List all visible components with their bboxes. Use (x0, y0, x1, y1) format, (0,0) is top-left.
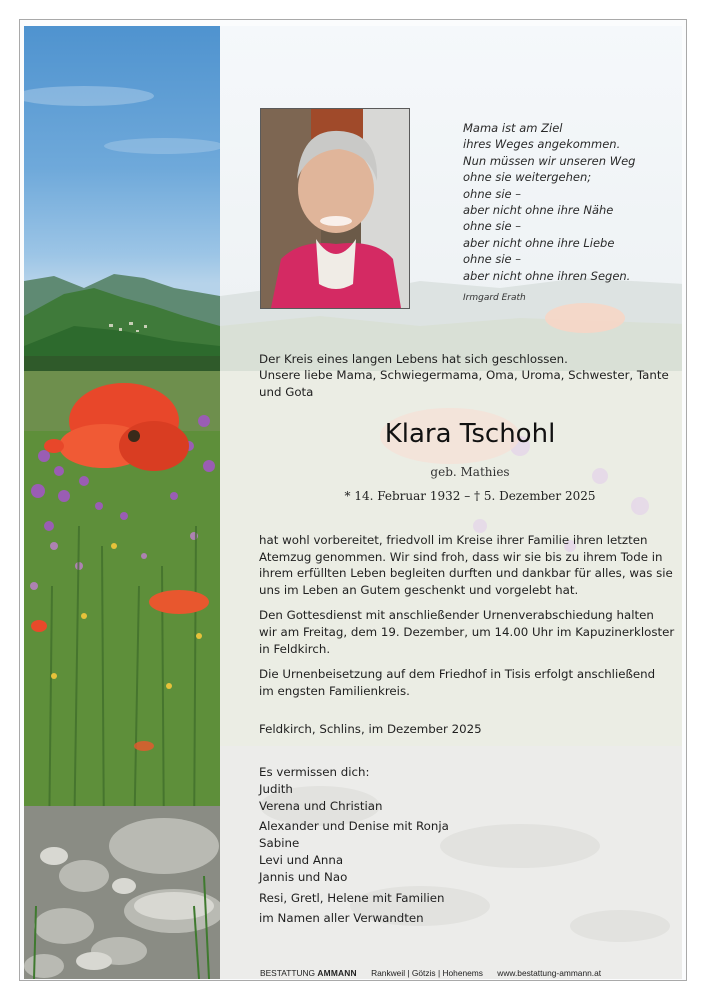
paragraph-line: im engsten Familienkreis. (259, 683, 410, 698)
brand-prefix: BESTATTUNG (260, 968, 316, 978)
poem-line: Nun müssen wir unseren Weg (463, 153, 636, 168)
paragraph-line: hat wohl vorbereitet, friedvoll im Kreise ihrer Familie ihren letzten (259, 533, 648, 547)
paragraph (259, 666, 670, 699)
paragraph-line: Die Urnenbeisetzung auf dem Friedhof in Tisis erfolgt anschließend (259, 667, 656, 682)
paragraph-line: ihrem erfüllten Leben begleiten durften und dankbar für alles, was sie (259, 566, 673, 581)
mourner-name: Judith (259, 781, 293, 796)
funeral-home-locations: Rankweil | Götzis | Hohenems (371, 968, 483, 978)
mourner-name: Alexander und Denise mit Ronja (259, 819, 449, 834)
poem-line: ohne sie – (463, 186, 522, 201)
poem-line: ohne sie – (463, 252, 522, 267)
portrait-photo (260, 108, 410, 309)
paragraph (259, 607, 675, 657)
paragraph-line: uns im Leben an Gutem geschenkt und vorgelebt hat. (259, 582, 579, 597)
mourner-name: Resi, Gretl, Helene mit Familien (259, 890, 445, 905)
intro-line: Der Kreis eines langen Lebens hat sich geschlossen. (259, 352, 568, 366)
mourner-name: Levi und Anna (259, 852, 344, 867)
birth-name: geb. Mathies (430, 465, 510, 479)
brand-name: AMMANN (317, 968, 357, 978)
paragraph-line: Den Gottesdienst mit anschließender Urnenverabschiedung halten (259, 608, 654, 623)
poem-line: ohne sie weitergehen; (463, 170, 592, 185)
funeral-home-brand (260, 968, 357, 978)
mourners-list (259, 764, 659, 927)
poem-line: ohne sie – (463, 219, 522, 234)
funeral-home-footer (260, 968, 680, 978)
poem-line: aber nicht ohne ihre Liebe (463, 235, 615, 250)
obituary-card (19, 19, 687, 981)
intro-text (259, 351, 679, 400)
paragraph (259, 532, 673, 598)
poem-line: aber nicht ohne ihre Nähe (463, 203, 614, 218)
paragraph-line: wir am Freitag, dem 19. Dezember, um 14.00 Uhr im Kapuzinerkloster (259, 624, 675, 639)
poem-line: ihres Weges angekommen. (463, 137, 621, 152)
poem-author: Irmgard Erath (463, 293, 526, 304)
mourner-name: Jannis und Nao (259, 869, 348, 884)
mourner-name: Verena und Christian (259, 798, 383, 813)
mourner-name: Sabine (259, 836, 300, 851)
funeral-home-website[interactable]: www.bestattung-ammann.at (497, 968, 602, 978)
poem-line: aber nicht ohne ihren Segen. (463, 268, 631, 283)
deceased-name: Klara Tschohl (384, 419, 556, 449)
intro-line: Unsere liebe Mama, Schwiegermama, Oma, Uroma, Schwester, Tante (259, 368, 669, 383)
intro-line: und Gota (259, 384, 314, 399)
memorial-poem (463, 120, 678, 306)
mourner-name: im Namen aller Verwandten (259, 911, 424, 926)
place-and-date: Feldkirch, Schlins, im Dezember 2025 (259, 722, 482, 736)
mourners-heading: Es vermissen dich: (259, 765, 370, 779)
announcement-body (259, 532, 675, 708)
poem-line: Mama ist am Ziel (463, 121, 563, 135)
portrait-illustration (261, 109, 409, 308)
paragraph-line: in Feldkirch. (259, 641, 331, 656)
paragraph-line: Atemzug genommen. Wir sind froh, dass wir sie bis zu ihrem Tode in (259, 549, 663, 564)
life-dates: * 14. Februar 1932 – † 5. Dezember 2025 (344, 489, 596, 503)
